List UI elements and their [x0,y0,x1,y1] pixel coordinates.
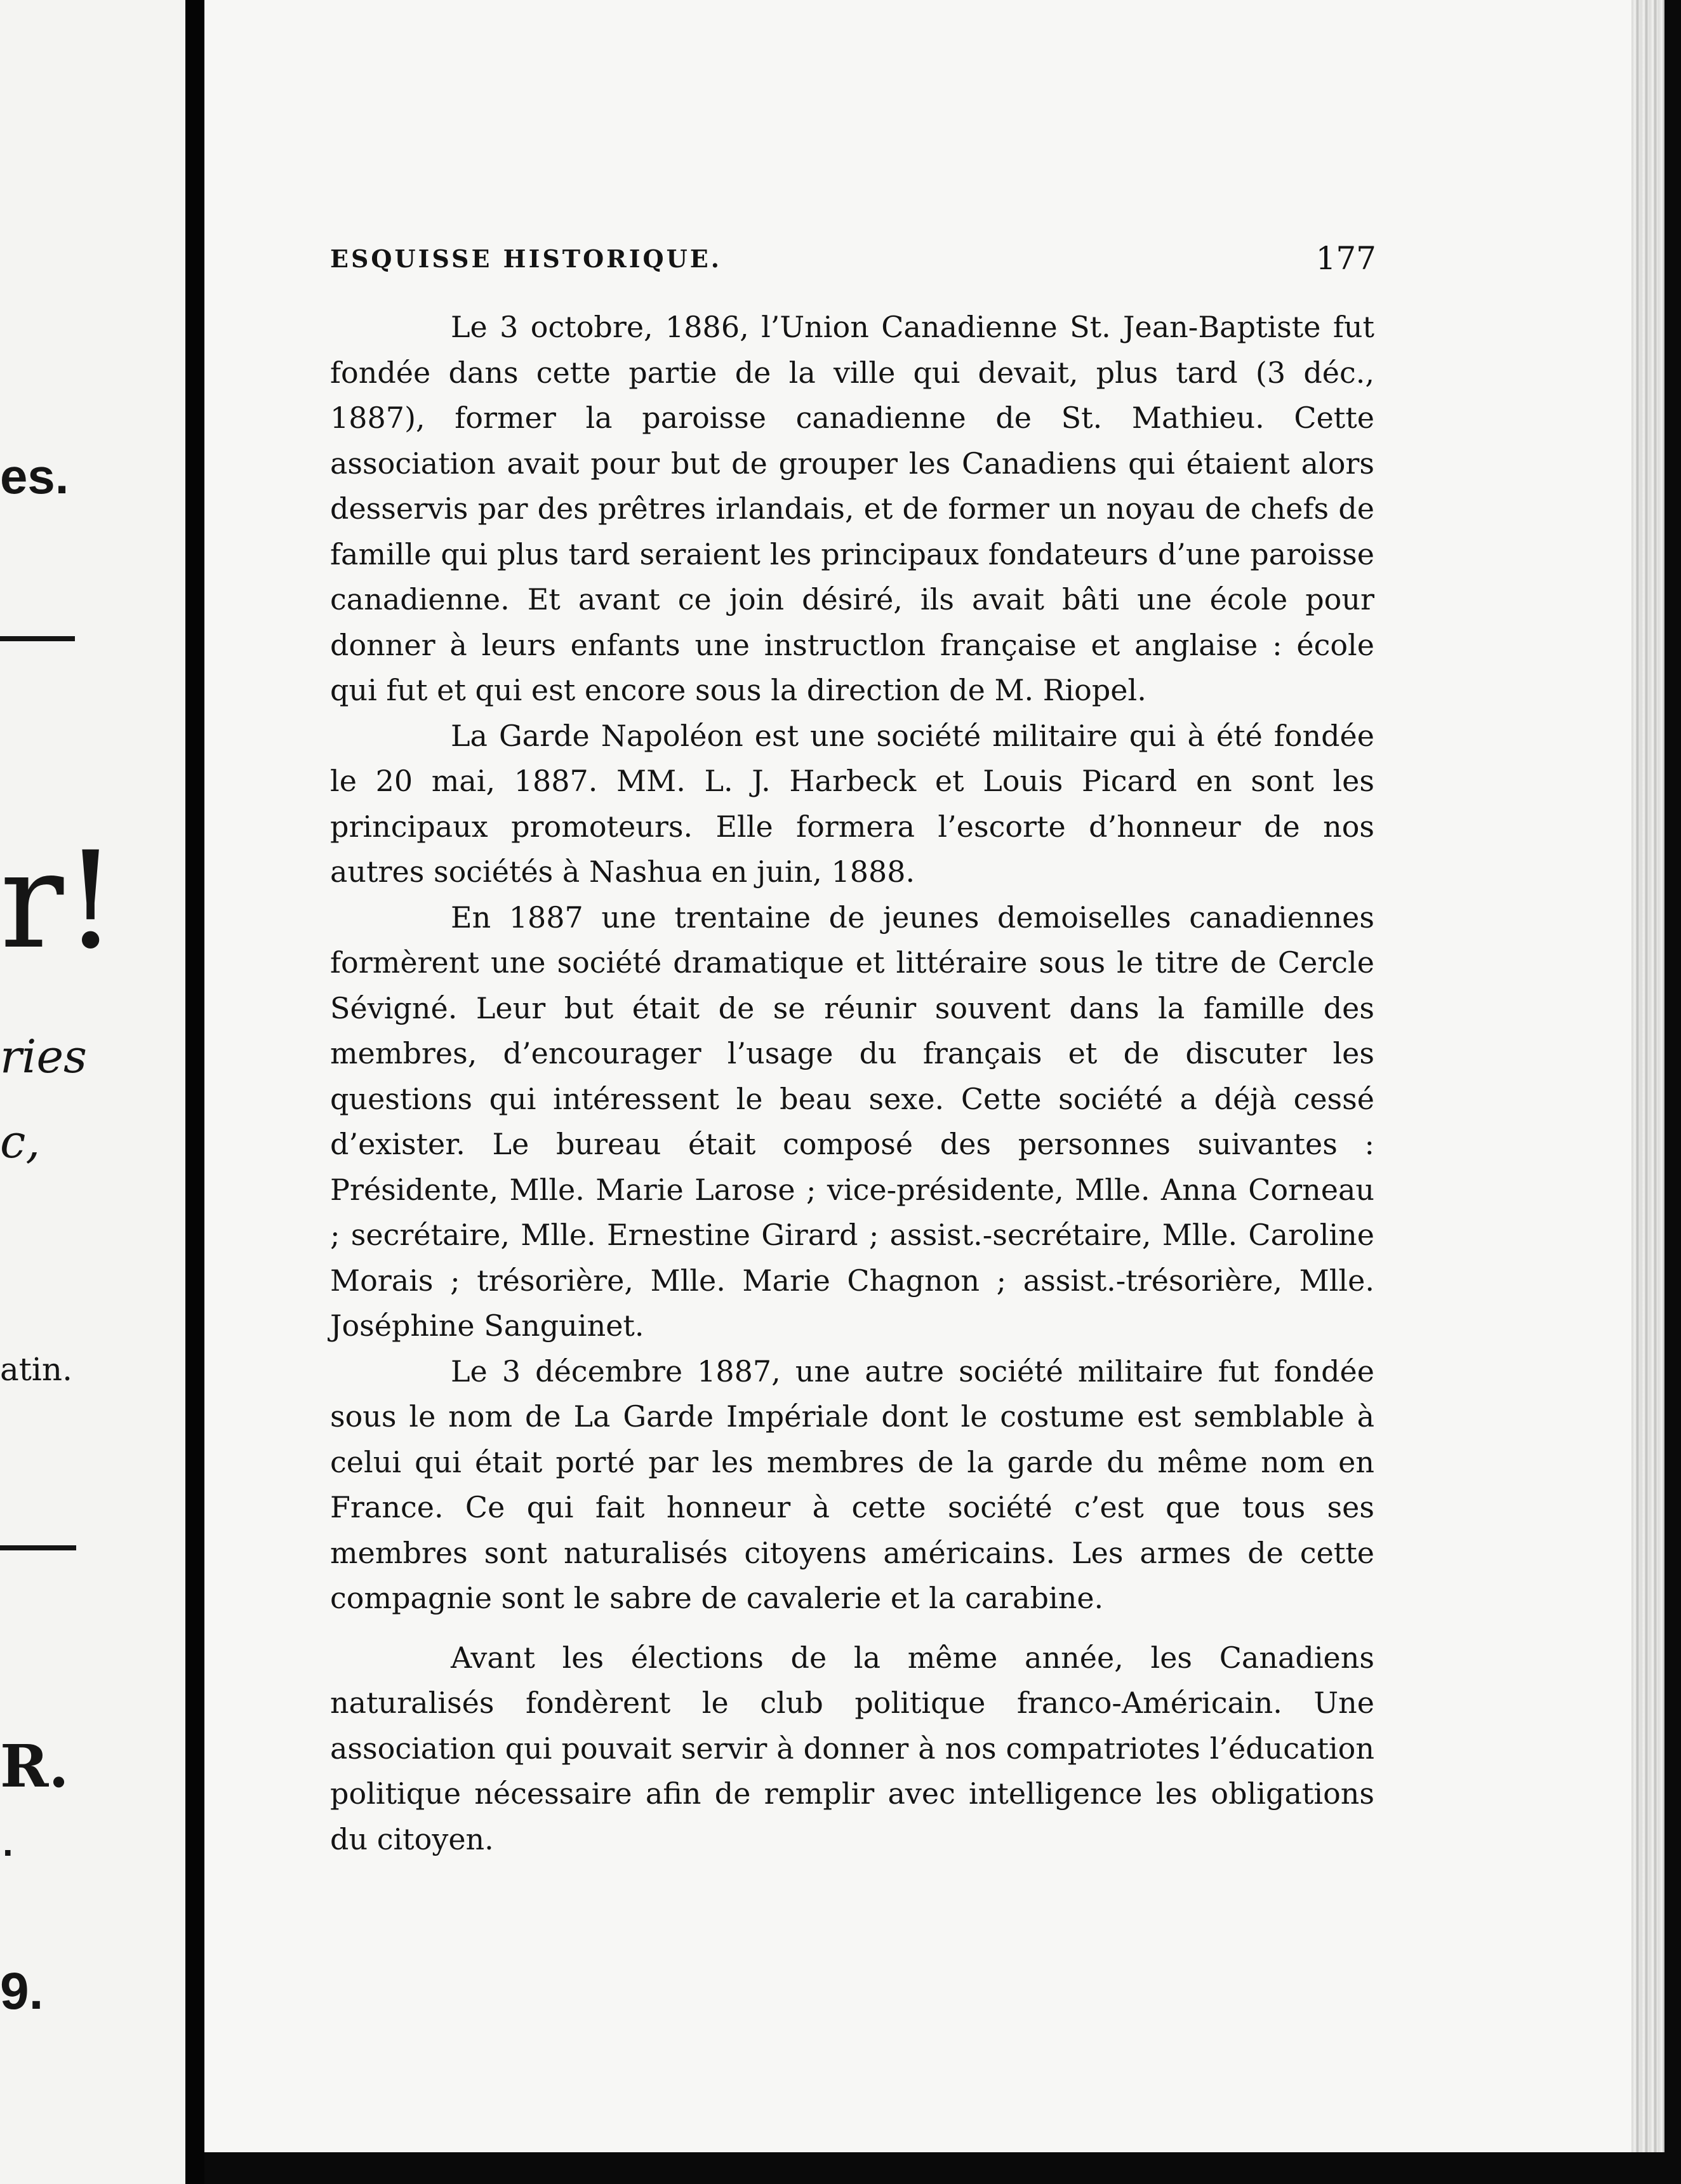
paragraph-union-canadienne: Le 3 octobre, 1886, l’Union Canadienne St. Jean-Baptiste fut fondée dans cette partie de la ville qui devait, plus tard (3 déc., 1887), former la paroisse canadienne de St. Mathieu. Cette association avait pour but de grouper les Canadiens qui étaient alors desservis par des prêtres irlandais, et de former un noyau de chefs de famille qui plus tard seraient les principaux fondateurs d’une paroisse canadienne. Et avant ce join désiré, ils avait bâti une école pour donner à leurs enfants une instructlon française et anglaise : école qui fut et qui est encore sous la direction de M. Riopel. [330,310,1374,707]
left-rule-2 [0,1545,76,1550]
page-header [330,230,1376,287]
left-fragment-dot: . [3,1821,13,1864]
page-edge-stack [1631,0,1664,2152]
running-head: ESQUISSE HISTORIQUE. [330,244,722,273]
paragraph-cercle-sevigne: En 1887 une trentaine de jeunes demoiselles canadiennes formèrent une société dramatique et littéraire sous le titre de Cercle Sévigné. Leur but était de se réunir souvent dans la famille des membres, d’encourager l’usage du français et de discuter les questions qui intéressent le beau sexe. Cette société a déjà cessé d’exister. Le bureau était composé des personnes suivantes : Présidente, Mlle. Marie Larose ; vice-présidente, Mlle. Anna Corneau ; secrétaire, Mlle. Ernestine Girard ; assist.-secrétaire, Mlle. Caroline Morais ; trésorière, Mlle. Marie Chagnon ; assist.-trésorière, Mlle. Joséphine Sanguinet. [330,900,1374,1343]
left-rule-1 [0,636,75,641]
left-fragment-c: c, [0,1115,41,1168]
page-number: 177 [1315,240,1376,277]
left-fragment-R: R. [0,1732,69,1801]
left-fragment-atin: atin. [0,1351,72,1388]
paragraph-garde-imperiale: Le 3 décembre 1887, une autre société militaire fut fondée sous le nom de La Garde Impériale dont le costume est semblable à celui qui était porté par les membres de la garde du même nom en France. Ce qui fait honneur à cette société c’est que tous ses membres sont naturalisés citoyens américains. Les armes de cette compagnie sont le sabre de cavalerie et la carabine. [330,1354,1374,1615]
left-fragment-es: es. [0,448,69,504]
adjacent-page-fragment [0,0,185,2184]
left-fragment-ries: ries [0,1030,88,1083]
paragraph-club-politique: Avant les élections de la même année, les Canadiens naturalisés fondèrent le club politique franco-Américain. Une association qui pouvait servir à donner à nos compatriotes l’éducation politique nécessaire afin de remplir avec intelligence les obligations du citoyen. [330,1640,1374,1856]
book-gutter [185,0,204,2184]
left-fragment-9: 9. [0,1962,44,2020]
paragraph-garde-napoleon: La Garde Napoléon est une société militaire qui à été fondée le 20 mai, 1887. MM. L. J. Harbeck et Louis Picard en sont les principaux promoteurs. Elle formera l’escorte d’honneur de nos autres sociétés à Nashua en juin, 1888. [330,718,1374,889]
body-text [330,305,1374,1862]
left-fragment-r: r! [0,823,117,978]
